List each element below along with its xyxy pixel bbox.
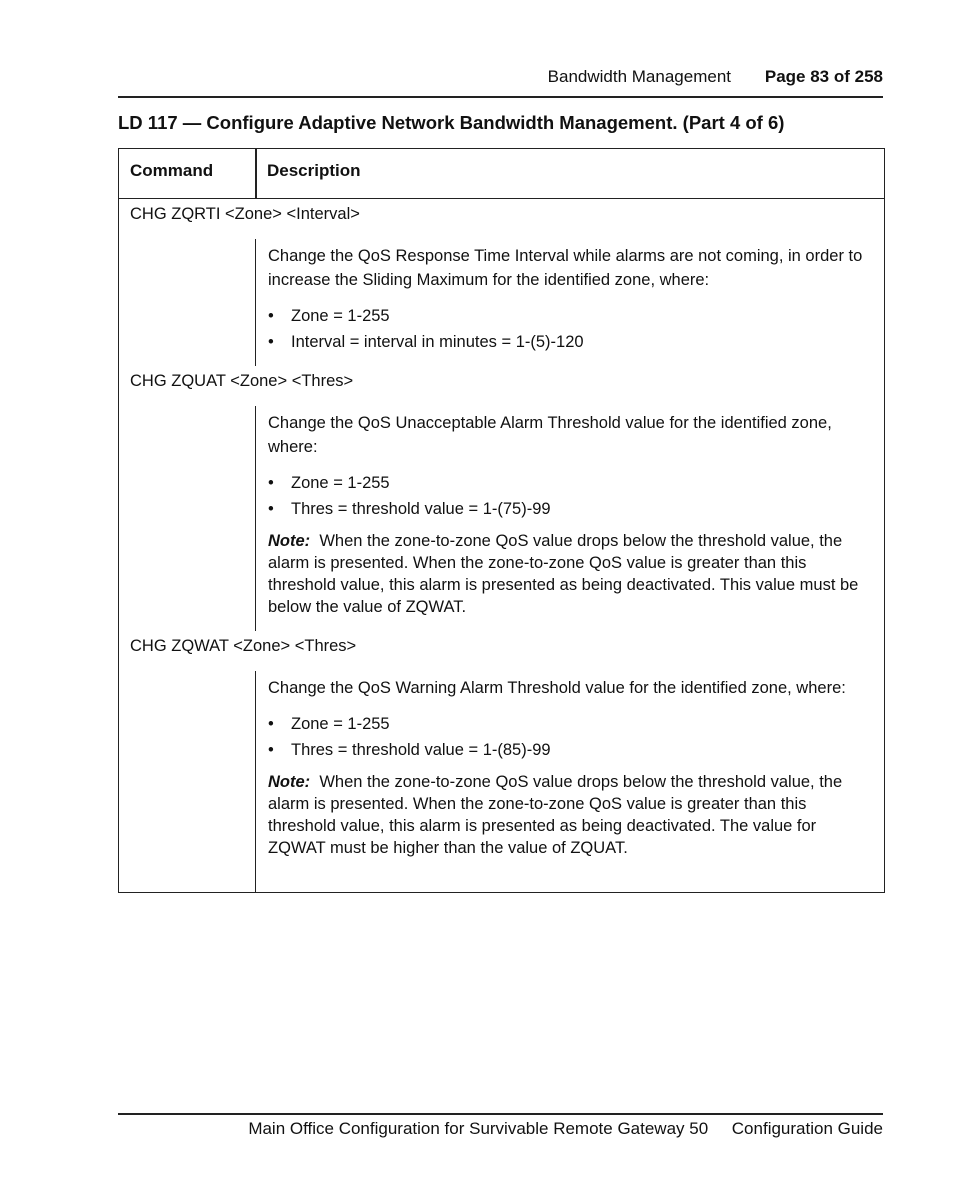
list-item: • Zone = 1-255 [268, 711, 874, 737]
description-zquat [255, 406, 886, 631]
table-header-row [119, 149, 884, 199]
list-item: • Zone = 1-255 [268, 470, 874, 496]
list-item: • Thres = threshold value = 1-(75)-99 [268, 496, 874, 522]
column-header-command: Command [130, 161, 214, 180]
page-header [118, 62, 883, 98]
bullet-list [268, 303, 874, 355]
command-zqrti: CHG ZQRTI <Zone> <Interval> [130, 205, 360, 223]
note-label: Note: [268, 532, 311, 550]
footer-text: Main Office Configuration for Survivable Remote Gateway 50 Configuration Guide [248, 1119, 883, 1138]
page-footer [118, 1113, 883, 1138]
bullet-icon: • [268, 333, 274, 351]
header-page-number: Page 83 of 258 [764, 67, 883, 86]
column-divider [255, 149, 257, 198]
bullet-icon: • [268, 500, 274, 518]
description-text: Change the QoS Response Time Interval while alarms are not coming, in order to increase the Sliding Maximum for the identified zone, where: [268, 247, 863, 289]
header-section-title: Bandwidth Management [547, 67, 731, 86]
bullet-icon: • [268, 741, 274, 759]
bullet-list [268, 711, 874, 763]
command-zqwat: CHG ZQWAT <Zone> <Thres> [130, 637, 357, 655]
description-text: Change the QoS Unacceptable Alarm Threshold value for the identified zone, where: [268, 414, 832, 456]
note-paragraph [268, 530, 874, 618]
bullet-icon: • [268, 715, 274, 733]
list-item: • Zone = 1-255 [268, 303, 874, 329]
description-text: Change the QoS Warning Alarm Threshold value for the identified zone, where: [268, 679, 846, 697]
command-table [118, 148, 885, 893]
list-item: • Interval = interval in minutes = 1-(5)-120 [268, 329, 874, 355]
bullet-icon: • [268, 307, 274, 325]
note-label: Note: [268, 773, 311, 791]
description-zqrti [255, 239, 886, 366]
column-header-description: Description [267, 161, 361, 180]
note-paragraph [268, 771, 874, 859]
note-text: When the zone-to-zone QoS value drops below the threshold value, the alarm is presented. When the zone-to-zone QoS value is greater than this threshold value, this alarm is presented as being deactivated. The value for ZQWAT must be higher than the value of ZQUAT. [268, 773, 843, 857]
list-item: • Thres = threshold value = 1-(85)-99 [268, 737, 874, 763]
command-zquat: CHG ZQUAT <Zone> <Thres> [130, 372, 354, 390]
table-title: LD 117 — Configure Adaptive Network Bandwidth Management. (Part 4 of 6) [118, 112, 785, 133]
description-zqwat [255, 671, 886, 893]
note-text: When the zone-to-zone QoS value drops below the threshold value, the alarm is presented. When the zone-to-zone QoS value is greater than this threshold value, this alarm is presented as being deactivated. This value must be below the value of ZQWAT. [268, 532, 859, 616]
bullet-list [268, 470, 874, 522]
bullet-icon: • [268, 474, 274, 492]
